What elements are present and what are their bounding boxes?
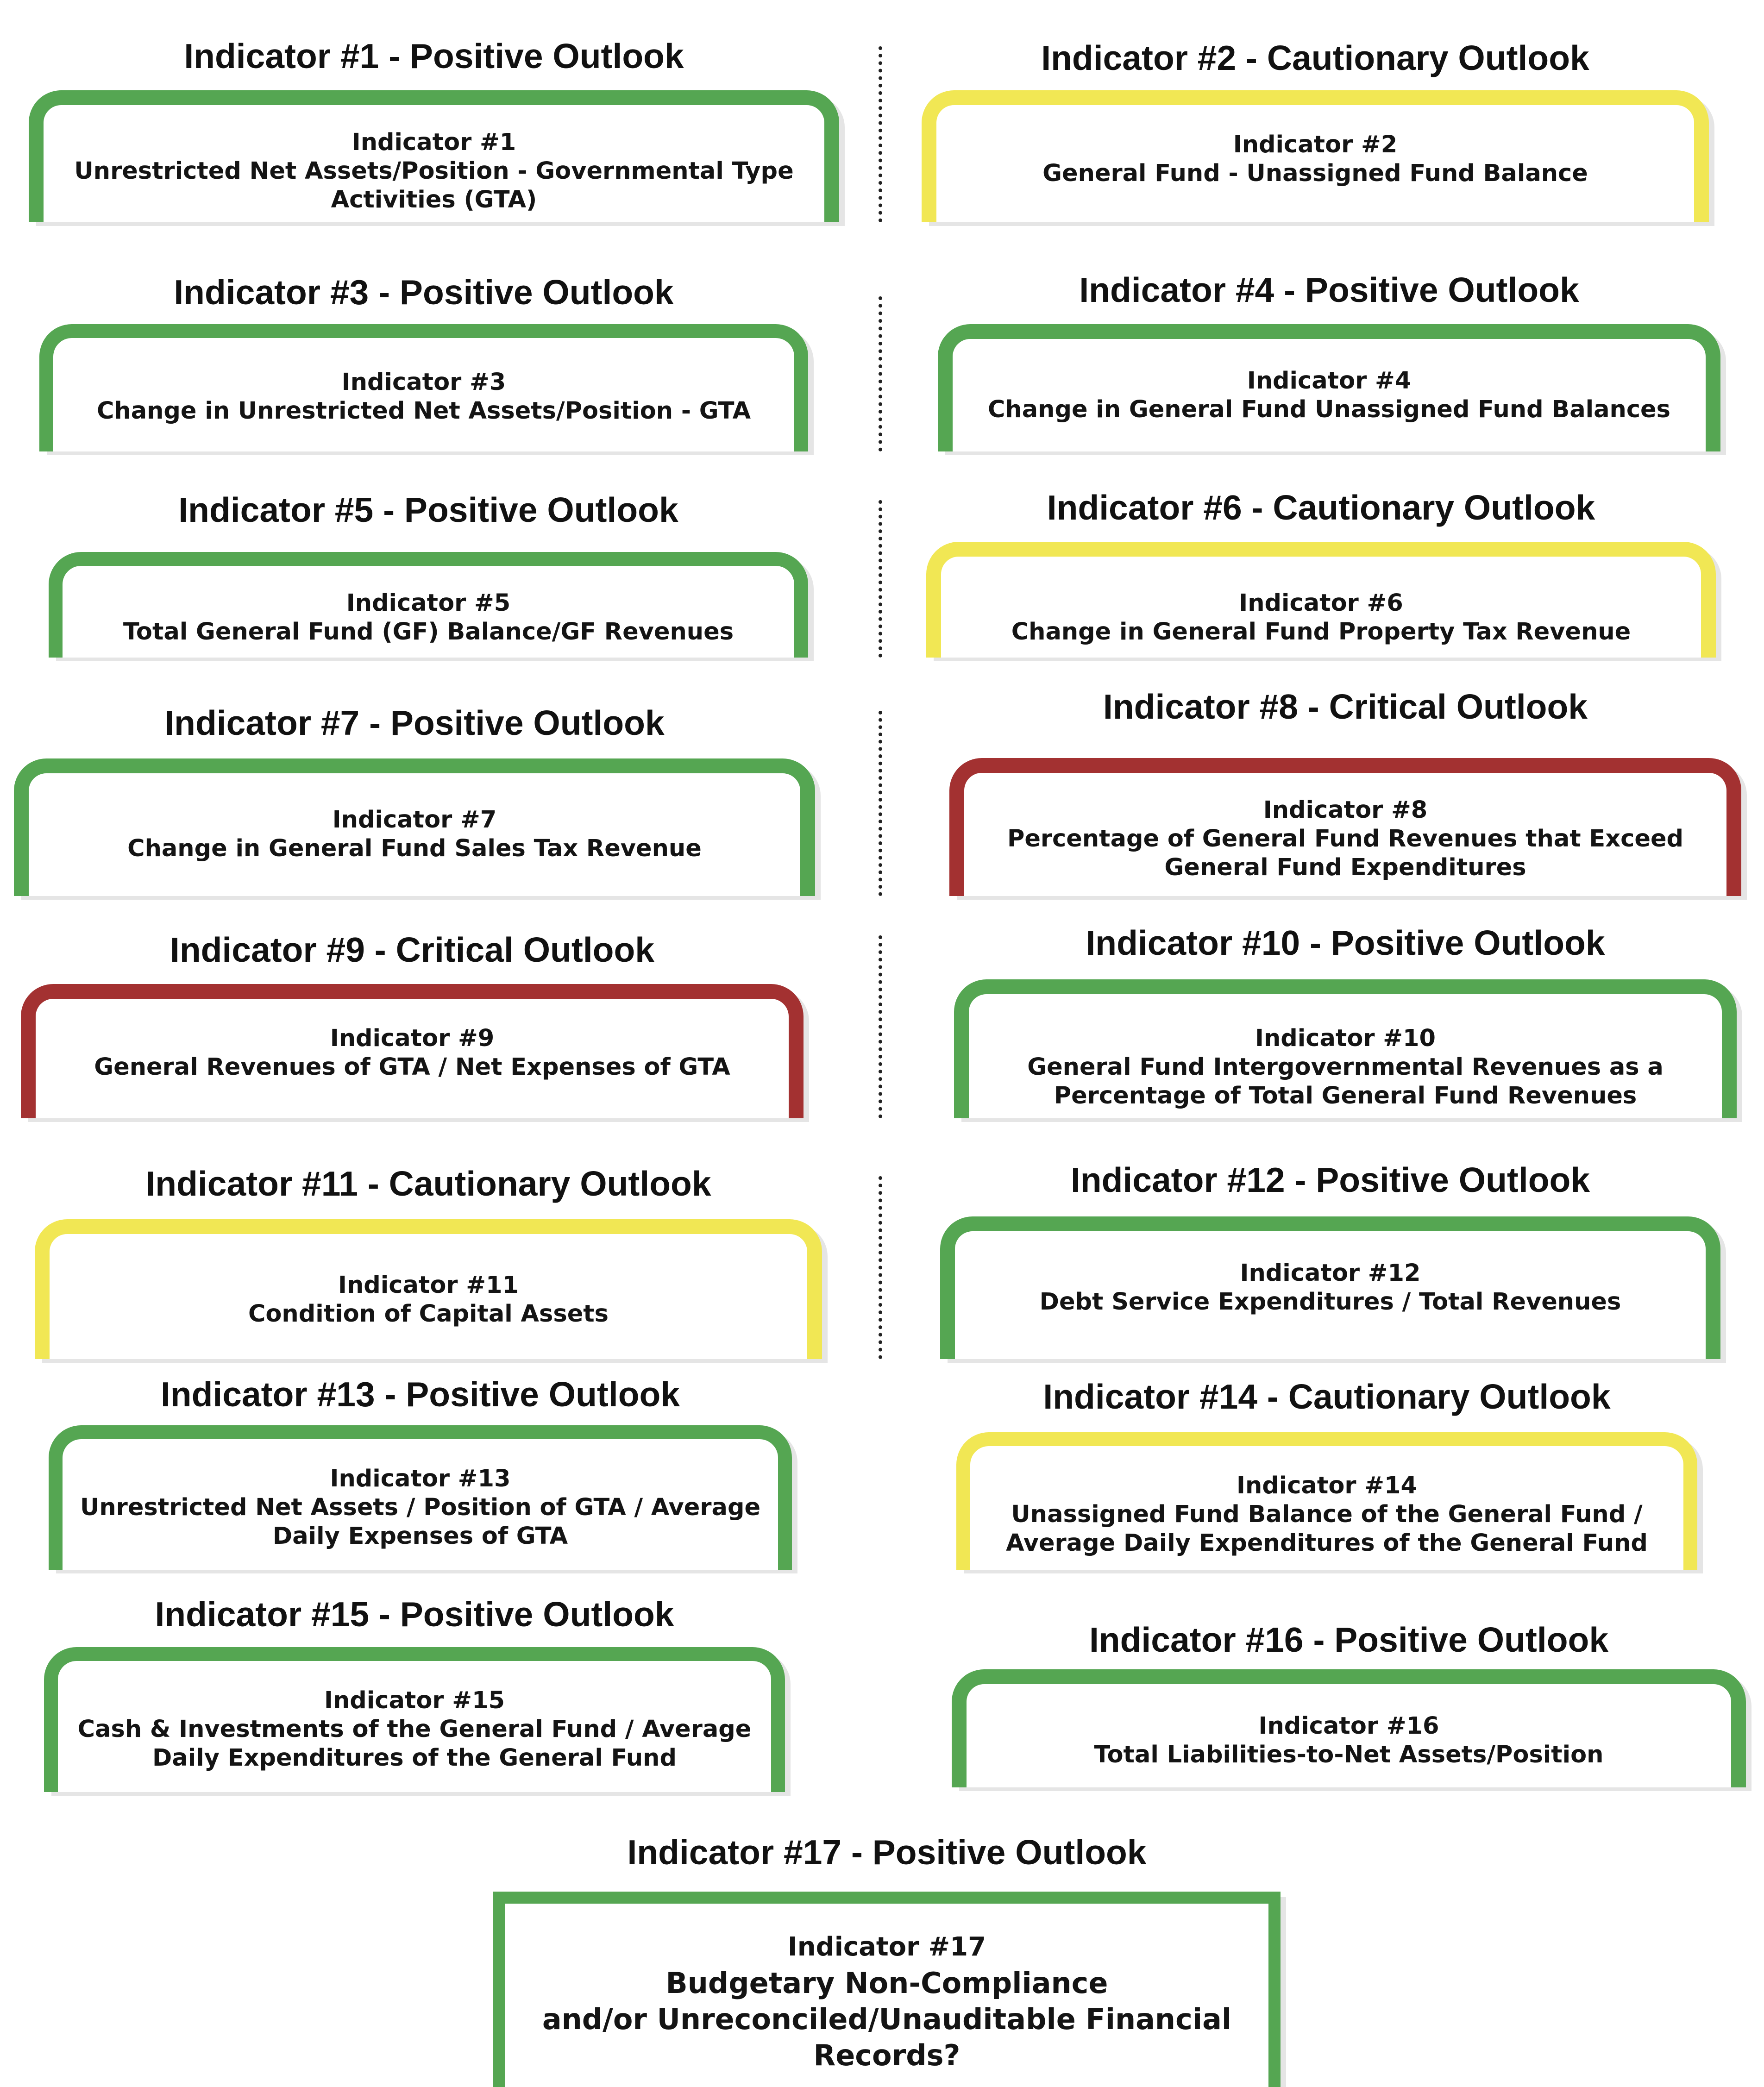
indicator-card-title: Indicator #5 bbox=[346, 589, 511, 617]
column-divider bbox=[879, 46, 882, 222]
indicator-card-text bbox=[955, 589, 1687, 646]
column-divider bbox=[879, 935, 882, 1118]
indicator-card-line: General Fund - Unassigned Fund Balance bbox=[1042, 160, 1588, 187]
indicator-card bbox=[954, 979, 1737, 1118]
indicator-heading: Indicator #13 - Positive Outlook bbox=[160, 1375, 680, 1414]
indicator-panel-10 bbox=[954, 919, 1737, 1118]
indicator-heading: Indicator #15 - Positive Outlook bbox=[155, 1595, 674, 1634]
indicator-card-title: Indicator #15 bbox=[324, 1687, 505, 1714]
indicator-card-line: Total Liabilities-to-Net Assets/Position bbox=[1094, 1741, 1604, 1768]
indicator-card-text bbox=[76, 1465, 764, 1551]
indicator-card-line: Cash & Investments of the General Fund / Average bbox=[77, 1716, 752, 1743]
indicator-card-line: Total General Fund (GF) Balance/GF Revenues bbox=[123, 618, 734, 646]
indicator-card-line: Percentage of General Fund Revenues that Exceed bbox=[1007, 825, 1684, 852]
indicator-card bbox=[21, 984, 804, 1118]
indicator-card-title: Indicator #14 bbox=[1237, 1472, 1417, 1499]
indicator-heading: Indicator #2 - Cautionary Outlook bbox=[1041, 38, 1589, 77]
indicator-panel-8 bbox=[949, 683, 1741, 896]
indicator-card-title: Indicator #2 bbox=[1233, 131, 1398, 158]
indicator-heading: Indicator #6 - Cautionary Outlook bbox=[1047, 488, 1595, 527]
indicator-card-title: Indicator #16 bbox=[1258, 1712, 1439, 1740]
indicator-panel-1 bbox=[29, 32, 839, 222]
indicator-card-line: General Fund Expenditures bbox=[1164, 854, 1526, 881]
indicator-card bbox=[493, 1892, 1281, 2087]
indicator-card bbox=[926, 542, 1716, 658]
indicator-card-line: General Revenues of GTA / Net Expenses of GTA bbox=[94, 1053, 730, 1081]
column-divider bbox=[879, 711, 882, 896]
indicator-card-line: Change in General Fund Unassigned Fund Balances bbox=[987, 396, 1671, 423]
indicator-card-title: Indicator #7 bbox=[332, 806, 497, 834]
indicator-panel-7 bbox=[14, 699, 815, 896]
indicator-card-line: Debt Service Expenditures / Total Revenues bbox=[1039, 1288, 1621, 1316]
indicator-panel-2 bbox=[922, 32, 1709, 222]
indicator-card-title: Indicator #6 bbox=[1239, 589, 1403, 617]
indicator-heading: Indicator #14 - Cautionary Outlook bbox=[1043, 1377, 1611, 1416]
indicator-heading: Indicator #16 - Positive Outlook bbox=[1089, 1620, 1609, 1659]
column-divider bbox=[879, 500, 882, 658]
indicator-heading: Indicator #11 - Cautionary Outlook bbox=[145, 1164, 711, 1203]
indicator-card-title: Indicator #4 bbox=[1247, 367, 1412, 395]
indicator-card bbox=[49, 1425, 792, 1570]
column-divider bbox=[879, 1176, 882, 1359]
indicator-card-text bbox=[43, 806, 786, 863]
indicator-panel-5 bbox=[49, 486, 808, 658]
indicator-panel-15 bbox=[44, 1591, 785, 1792]
indicator-heading: Indicator #12 - Positive Outlook bbox=[1070, 1160, 1590, 1199]
indicator-heading: Indicator #17 - Positive Outlook bbox=[627, 1833, 1147, 1872]
indicator-card-text bbox=[76, 589, 780, 646]
indicator-card-title: Indicator #12 bbox=[1240, 1260, 1421, 1287]
indicator-card-line: Daily Expenses of GTA bbox=[272, 1523, 568, 1550]
indicator-card-text bbox=[50, 1024, 775, 1082]
indicator-card-text bbox=[57, 128, 810, 214]
indicator-panel-9 bbox=[21, 926, 804, 1118]
indicator-card-text bbox=[967, 367, 1692, 424]
indicator-panel-3 bbox=[39, 269, 808, 451]
indicator-card bbox=[44, 1647, 785, 1792]
indicator-card-text bbox=[72, 1686, 757, 1773]
indicator-card-text bbox=[983, 1024, 1708, 1110]
indicator-card-title: Indicator #9 bbox=[330, 1025, 495, 1052]
indicator-card-title: Indicator #11 bbox=[338, 1272, 519, 1299]
indicator-heading: Indicator #4 - Positive Outlook bbox=[1079, 270, 1579, 309]
indicator-card-line: Records? bbox=[813, 2038, 960, 2072]
indicator-card-title: Indicator #17 bbox=[787, 1932, 986, 1962]
indicator-card-line: Change in General Fund Sales Tax Revenue bbox=[127, 835, 702, 862]
indicator-panel-12 bbox=[940, 1160, 1720, 1359]
indicator-card-line: Activities (GTA) bbox=[331, 186, 537, 213]
indicator-card bbox=[940, 1216, 1720, 1359]
indicator-heading: Indicator #9 - Critical Outlook bbox=[169, 930, 654, 969]
indicator-panel-14 bbox=[956, 1373, 1697, 1570]
indicator-card-text bbox=[67, 368, 780, 426]
indicator-card bbox=[952, 1669, 1746, 1787]
indicator-heading: Indicator #5 - Positive Outlook bbox=[178, 490, 678, 529]
indicator-panel-6 bbox=[926, 484, 1716, 658]
indicator-card-text bbox=[984, 1472, 1670, 1558]
indicator-card-line: General Fund Intergovernmental Revenues as a bbox=[1027, 1053, 1664, 1081]
indicator-card-line: Unassigned Fund Balance of the General Fund / bbox=[1011, 1501, 1643, 1528]
indicator-card bbox=[14, 758, 815, 896]
indicator-card-text bbox=[519, 1929, 1255, 2074]
indicator-card-line: Daily Expenditures of the General Fund bbox=[152, 1744, 677, 1772]
indicator-card-line: Percentage of Total General Fund Revenues bbox=[1054, 1082, 1637, 1109]
indicator-card-title: Indicator #8 bbox=[1263, 796, 1428, 824]
indicator-card bbox=[49, 552, 808, 658]
indicator-heading: Indicator #8 - Critical Outlook bbox=[1103, 687, 1588, 726]
indicator-card-line: Change in General Fund Property Tax Revenue bbox=[1011, 618, 1631, 646]
indicator-panel-17 bbox=[493, 1827, 1281, 2087]
indicator-card-text bbox=[978, 796, 1713, 882]
indicator-card-title: Indicator #1 bbox=[352, 129, 516, 156]
indicator-card-line: Average Daily Expenditures of the General Fund bbox=[1006, 1529, 1648, 1557]
indicator-heading: Indicator #10 - Positive Outlook bbox=[1086, 923, 1605, 962]
indicator-card-title: Indicator #3 bbox=[341, 369, 506, 396]
indicator-card bbox=[949, 758, 1741, 896]
indicator-card-text bbox=[63, 1271, 793, 1329]
indicator-card bbox=[35, 1219, 822, 1359]
indicator-heading: Indicator #1 - Positive Outlook bbox=[184, 37, 684, 75]
indicator-panel-13 bbox=[49, 1371, 792, 1570]
indicator-card-text bbox=[969, 1259, 1692, 1316]
indicator-card bbox=[956, 1432, 1697, 1570]
indicator-panel-11 bbox=[35, 1160, 822, 1359]
indicator-card-text bbox=[950, 131, 1680, 188]
indicator-card bbox=[938, 324, 1720, 451]
indicator-card-line: Condition of Capital Assets bbox=[248, 1300, 609, 1328]
indicator-card-title: Indicator #13 bbox=[330, 1465, 511, 1492]
indicator-card-line: and/or Unreconciled/Unauditable Financial bbox=[542, 2002, 1232, 2036]
indicator-card bbox=[29, 90, 839, 222]
indicator-card bbox=[922, 90, 1709, 222]
indicator-card bbox=[39, 324, 808, 451]
indicator-heading: Indicator #7 - Positive Outlook bbox=[164, 703, 665, 742]
indicator-panel-16 bbox=[952, 1616, 1746, 1787]
indicator-card-line: Change in Unrestricted Net Assets/Position - GTA bbox=[96, 397, 751, 425]
indicator-card-title: Indicator #10 bbox=[1255, 1025, 1436, 1052]
indicator-card-line: Unrestricted Net Assets / Position of GTA / Average bbox=[80, 1494, 761, 1521]
indicator-card-line: Budgetary Non-Compliance bbox=[665, 1966, 1108, 2000]
column-divider bbox=[879, 296, 882, 451]
indicator-heading: Indicator #3 - Positive Outlook bbox=[174, 273, 674, 312]
indicator-card-line: Unrestricted Net Assets/Position - Governmental Type bbox=[74, 157, 794, 185]
indicator-panel-4 bbox=[938, 266, 1720, 451]
indicator-card-text bbox=[980, 1712, 1717, 1769]
